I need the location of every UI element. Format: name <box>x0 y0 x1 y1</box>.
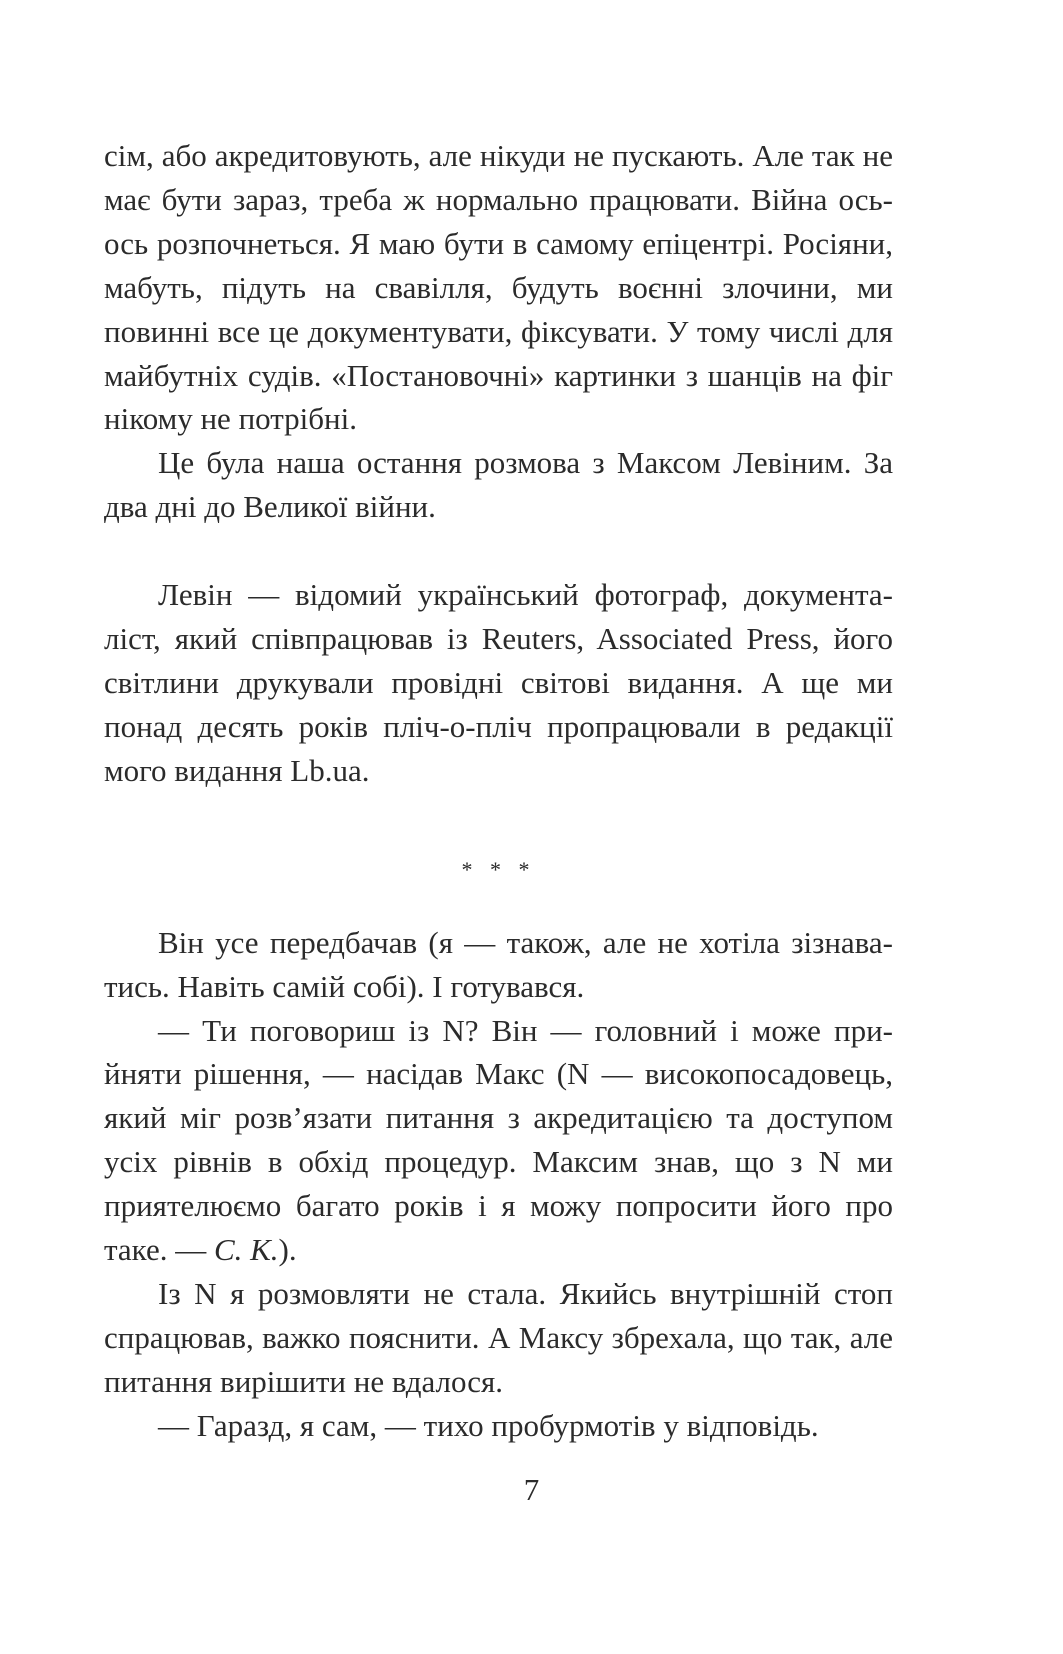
paragraph-5-closing: ). <box>278 1232 297 1268</box>
paragraph-4: Він усе передбачав (я — також, але не хотіла зізнаватись. Навіть самій собі). І готувався. <box>104 924 893 1004</box>
section-spacer <box>104 793 893 855</box>
section-spacer <box>104 529 893 573</box>
author-initials: С. К. <box>213 1232 279 1268</box>
section-spacer <box>104 885 893 921</box>
paragraph-2: Це була наша остання розмова з Максом Левіним. За два дні до Великої війни. <box>104 445 893 525</box>
paragraph-1: сім, або акредитовують, але нікуди не пускають. Але так не має бути зараз, треба ж нормально працювати. Війна ось-ось розпочнеться. Я маю бути в самому епіцентрі. Росіяни, мабуть, підуть на свавілля, будуть воєнні злочини, ми повинні все це документувати, фіксувати. У тому числі для майбутніх судів. «Постановочні» картинки з шанців на фіг нікому не потрібні. <box>104 138 893 437</box>
paragraph-7: — Гаразд, я сам, — тихо пробурмотів у відповідь. <box>158 1407 819 1443</box>
paragraph-5 <box>104 1009 893 1272</box>
book-page-body <box>104 134 893 1448</box>
paragraph-5-text: — Ти поговориш із N? Він — головний і може прийняти рішення, — насідав Макс (N — високопосадовець, який міг розв’язати питання з акредитацією та доступом усіх рівнів в обхід процедур. Максим знав, що з N ми приятелюємо багато років і я можу попросити його про таке. — <box>104 1012 893 1268</box>
page-number: 7 <box>523 1472 540 1507</box>
paragraph-6: Із N я розмовляти не стала. Якийсь внутрішній стоп спрацював, важко пояснити. А Максу збрехала, що так, але питання вирішити не вдалося. <box>104 1275 893 1399</box>
section-separator: * * * <box>461 856 536 882</box>
paragraph-3: Левін — відомий український фотограф, документаліст, який співпрацював із Reuters, Associated Press, його світлини друкували провідні світові видання. А ще ми понад десять років пліч-о-пліч пропрацювали в редакції мого видання Lb.ua. <box>104 577 893 788</box>
